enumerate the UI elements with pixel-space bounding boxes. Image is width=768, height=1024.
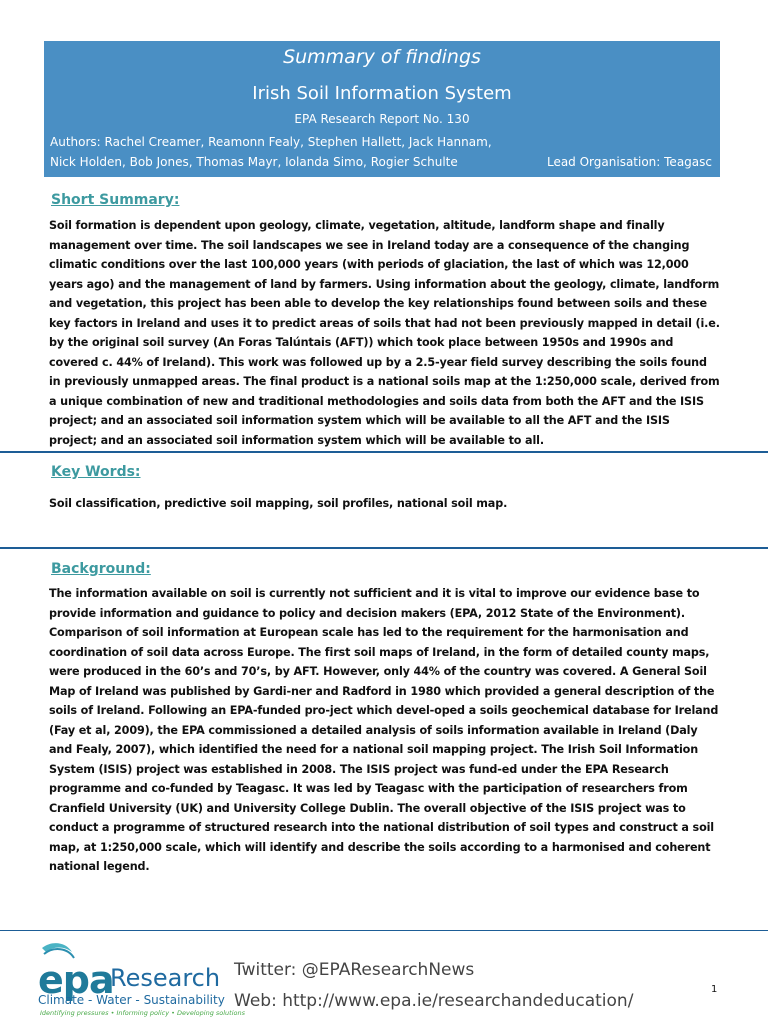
key-words-text: Soil classification, predictive soil mapping, soil profiles, national soil map. xyxy=(49,497,508,510)
lead-organisation: Lead Organisation: Teagasc xyxy=(546,155,712,169)
web-link[interactable]: Web: http://www.epa.ie/researchandeducation/ xyxy=(234,991,634,1011)
section-divider xyxy=(0,547,768,549)
section-divider xyxy=(0,451,768,453)
authors-line: Authors: Rachel Creamer, Reamonn Fealy, Stephen Hallett, Jack Hannam, xyxy=(50,135,492,149)
logo-tagline: Climate - Water - Sustainability xyxy=(38,993,225,1007)
epa-research-logo xyxy=(14,940,246,1020)
background-heading: Background: xyxy=(51,561,151,577)
page-number: 1 xyxy=(711,984,718,995)
title-banner xyxy=(44,41,720,177)
logo-research-text: Research xyxy=(110,964,221,992)
short-summary-heading: Short Summary: xyxy=(51,192,180,208)
short-summary-text: Soil formation is dependent upon geology, climate, vegetation, altitude, landform shape and finally management over time. The soil landscapes we see in Ireland today are a consequence of the changing climatic conditions over the last 100,000 years (with periods of glaciation, the last of which was 12,000 years ago) and the management of land by farmers. Using information about the geology, climate, landform and vegetation, this project has been able to develop the key relationships found between soils and these key factors in Ireland and uses it to predict areas of soils that had not been previously mapped in detail (i.e. by the original soil survey (An Foras Talúntais (AFT)) which took place between 1950s and 1990s and covered c. 44% of Ireland). This work was followed up by a 2.5-year field survey describing the soils found in previously unmapped areas. The final product is a national soils map at the 1:250,000 scale, derived from a unique combination of new and traditional methodologies and soils data from both the AFT and the ISIS project; and an associated soil information system which will be available to all the AFT and the ISIS project; and an associated soil information system which will be available to all. xyxy=(49,219,720,447)
logo-epa-text: epa xyxy=(38,958,114,1002)
twitter-link[interactable]: Twitter: @EPAResearchNews xyxy=(234,960,475,980)
document-title: Irish Soil Information System xyxy=(252,83,512,104)
key-words-heading: Key Words: xyxy=(51,464,141,480)
footer-divider xyxy=(0,930,768,931)
logo-subtagline: Identifying pressures • Informing policy • Developing solutions xyxy=(40,1009,246,1017)
authors xyxy=(50,132,550,172)
summary-title: Summary of findings xyxy=(283,46,481,68)
authors-line: Nick Holden, Bob Jones, Thomas Mayr, Iolanda Simo, Rogier Schulte xyxy=(50,155,458,169)
report-number: EPA Research Report No. 130 xyxy=(294,112,470,126)
background-text: The information available on soil is currently not sufficient and it is vital to improve our evidence base to provide information and guidance to policy and decision makers (EPA, 2012 State of the Environment). Comparison of soil information at European scale has led to the requirement for the harmonisation and coordination of soil data across Europe. The first soil maps of Ireland, in the form of detailed county maps, were produced in the 60’s and 70’s, by AFT. However, only 44% of the country was covered. A General Soil Map of Ireland was published by Gardi-ner and Radford in 1980 which provided a general description of the soils of Ireland. Following an EPA-funded pro-ject which devel-oped a soils geochemical database for Ireland (Fay et al, 2009), the EPA commissioned a detailed analysis of soils information available in Ireland (Daly and Fealy, 2007), which identified the need for a national soil mapping project. The Irish Soil Information System (ISIS) project was established in 2008. The ISIS project was fund-ed under the EPA Research programme and co-funded by Teagasc. It was led by Teagasc with the participation of researchers from Cranfield University (UK) and University College Dublin. The overall objective of the ISIS project was to conduct a programme of structured research into the national distribution of soil types and construct a soil map, at 1:250,000 scale, which will identify and describe the soils according to a harmonised and coherent national legend. xyxy=(49,587,719,873)
